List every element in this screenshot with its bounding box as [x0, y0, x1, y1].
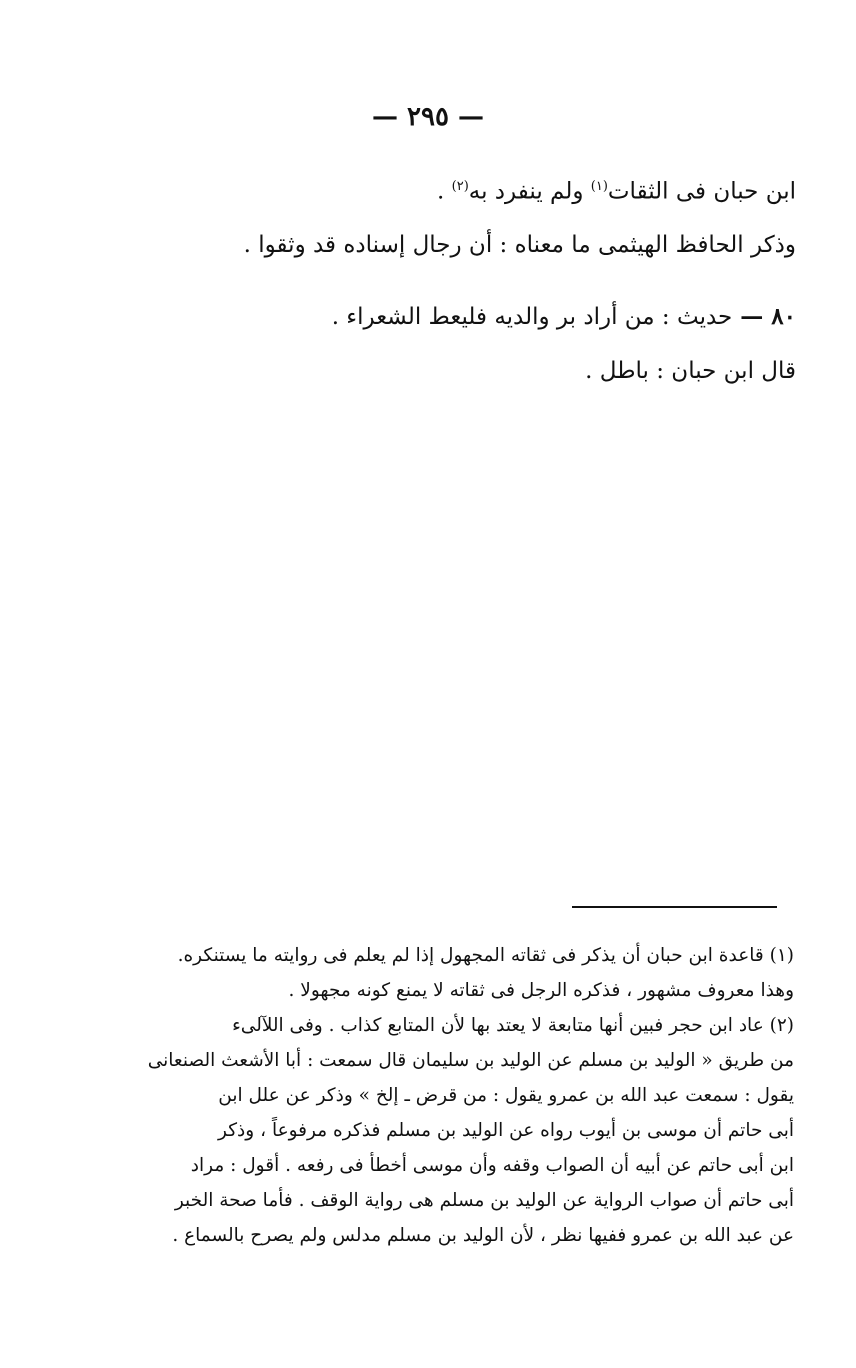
body-line-2: وذكر الحافظ الهيثمى ما معناه : أن رجال إسناده قد وثقوا . [243, 232, 796, 258]
footnote-line: عن عبد الله بن عمرو ففيها نظر ، لأن الوليد بن مسلم مدلس ولم يصرح بالسماع . [172, 1225, 794, 1246]
footnote-divider [572, 906, 777, 908]
footnote-line: ابن أبى حاتم عن أبيه أن الصواب وقفه وأن موسى أخطأ فى رفعه . أقول : مراد [190, 1155, 794, 1176]
body-line-1-start: ابن حبان فى الثقات [607, 178, 796, 205]
footnote-ref-1: (١) [590, 179, 608, 194]
body-line-4: قال ابن حبان : باطل . [585, 358, 796, 384]
body-line-1-end: . [437, 178, 452, 205]
footnote-ref-2: (٢) [451, 179, 469, 194]
footnote-line: أبى حاتم أن موسى بن أيوب رواه عن الوليد بن مسلم فذكره مرفوعاً ، وذكر [218, 1120, 794, 1141]
footnote-line: يقول : سمعت عبد الله بن عمرو يقول : من قرض ـ إلخ » وذكر عن علل ابن [218, 1085, 794, 1106]
footnote-line: أبى حاتم أن صواب الرواية عن الوليد بن مسلم هى رواية الوقف . فأما صحة الخبر [174, 1190, 794, 1211]
page-number: — ٢٩٥ — [371, 102, 485, 132]
body-line-1-middle: ولم ينفرد به [468, 178, 591, 205]
body-line-1 [96, 170, 796, 209]
footnote-line: من طريق « الوليد بن مسلم عن الوليد بن سليمان قال سمعت : أبا الأشعث الصنعانى [147, 1050, 794, 1071]
hadith-number: ٨٠ — [732, 303, 796, 330]
footnote-line: (٢) عاد ابن حجر فبين أنها متابعة لا يعتد بها لأن المتابع كذاب . وفى اللآلىء [232, 1015, 794, 1036]
footnotes [114, 938, 794, 1253]
hadith-text: حديث : من أراد بر والديه فليعط الشعراء . [331, 304, 733, 330]
hadith-entry [96, 300, 796, 334]
footnote-line: (١) قاعدة ابن حبان أن يذكر فى ثقاته المجهول إذا لم يعلم فى روايته ما يستنكره. [177, 945, 794, 966]
footnote-line: وهذا معروف مشهور ، فذكره الرجل فى ثقاته لا يمنع كونه مجهولا . [288, 980, 794, 1001]
